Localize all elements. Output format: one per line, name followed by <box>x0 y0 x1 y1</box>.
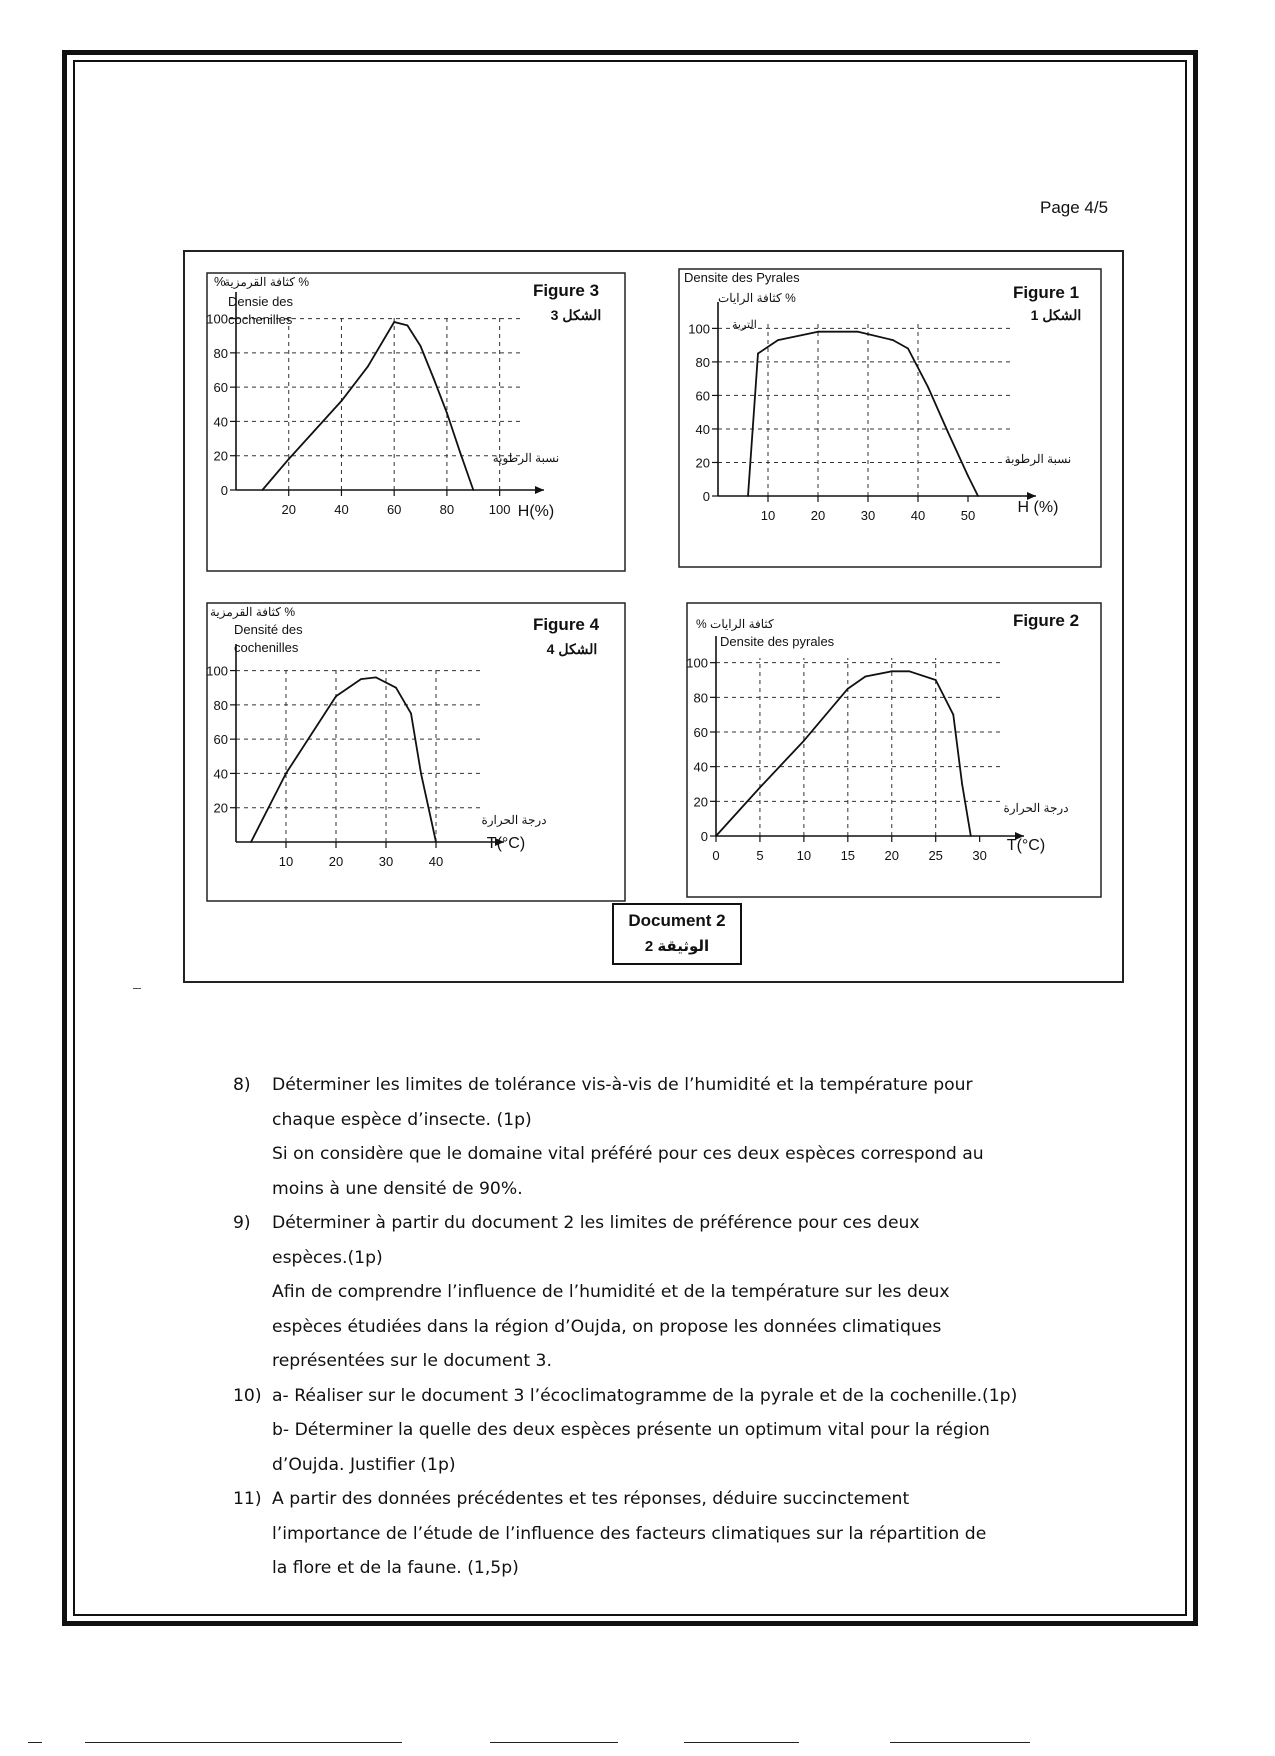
chart-title-ar: % كثافة الرايات <box>696 617 774 631</box>
y-tick-label: 80 <box>695 354 710 370</box>
data-point <box>446 412 448 414</box>
x-tick-label: 5 <box>756 848 764 863</box>
figure-label-ar: الشكل 1 <box>1030 307 1082 323</box>
x-axis-label-ar: درجة الحرارة <box>481 813 547 827</box>
y-tick-label: 0 <box>702 489 710 504</box>
question-line: A partir des données précédentes et tes réponses, déduire succinctement <box>272 1489 910 1509</box>
figure-label: Figure 2 <box>1012 611 1080 630</box>
data-point <box>908 670 910 672</box>
y-label-ar: الترية <box>732 319 757 331</box>
data-point <box>864 676 866 678</box>
margin-dash <box>133 988 141 989</box>
data-point <box>847 688 849 690</box>
data-point <box>817 331 819 333</box>
chart-title-line2: cochenilles <box>234 640 299 655</box>
chart-group <box>206 273 625 571</box>
figure-1-chart <box>678 268 1102 568</box>
x-tick-label: 15 <box>840 848 856 863</box>
data-point <box>459 451 461 453</box>
chart-title-ar: كثافة القرمزية % <box>224 275 310 289</box>
data-point <box>967 475 969 477</box>
data-point <box>857 331 859 333</box>
question-line: Déterminer les limites de tolérance vis-à-vis de l’humidité et la température pour <box>272 1075 973 1095</box>
y-tick-label: 20 <box>695 455 710 471</box>
data-point <box>360 678 362 680</box>
figure-3-chart <box>206 272 626 572</box>
data-point <box>367 366 369 368</box>
x-tick-label: 20 <box>328 854 344 869</box>
x-axis-label-ar: درجة الحرارة <box>1003 801 1069 815</box>
data-point <box>777 339 779 341</box>
data-point <box>335 695 337 697</box>
data-point <box>375 677 377 679</box>
question-number: 9) <box>233 1213 251 1233</box>
data-point <box>380 343 382 345</box>
x-tick-label: 60 <box>386 502 402 517</box>
data-point <box>947 431 949 433</box>
page-number: Page 4/5 <box>1040 198 1109 217</box>
x-tick-label: 30 <box>378 854 394 869</box>
document-2-label <box>612 903 742 965</box>
question-number: 8) <box>233 1075 251 1095</box>
data-point <box>892 339 894 341</box>
data-point <box>420 773 422 775</box>
question-line: Si on considère que le domaine vital préféré pour ces deux espèces correspond au <box>272 1144 984 1164</box>
data-point <box>285 773 287 775</box>
y-tick-label: 40 <box>693 759 708 775</box>
x-axis-arrow <box>535 486 544 494</box>
chart-title-line1: Densité des <box>234 622 303 637</box>
data-point <box>314 429 316 431</box>
x-tick-label: 20 <box>810 508 826 523</box>
data-point <box>891 670 893 672</box>
figure-label: Figure 3 <box>532 281 600 300</box>
x-tick-label: 80 <box>439 502 455 517</box>
chart-group <box>679 269 1101 567</box>
question-line: espèces.(1p) <box>272 1247 383 1268</box>
question-line: d’Oujda. Justifier (1p) <box>272 1454 456 1475</box>
figure-1-svg <box>678 268 1102 568</box>
x-tick-label: 40 <box>428 854 444 869</box>
question-line: b- Déterminer la quelle des deux espèces présente un optimum vital pour la région <box>272 1420 990 1440</box>
questions-list <box>233 1068 1133 1586</box>
data-point <box>288 458 290 460</box>
chart-title-ar: كثافة الرايات % <box>718 291 796 305</box>
data-point <box>410 713 412 715</box>
x-axis-label: H(%) <box>517 503 555 520</box>
y-tick-label: 60 <box>213 732 228 748</box>
question-line: espèces étudiées dans la région d’Oujda, on propose les données climatiques <box>272 1316 942 1337</box>
y-tick-label: 40 <box>213 414 228 430</box>
document-2-label-fr: Document 2 <box>628 911 726 930</box>
chart-title: Densite des Pyrales <box>684 270 800 285</box>
data-point <box>952 714 954 716</box>
y-tick-label: 0 <box>700 829 708 844</box>
chart-title: Densite des pyrales <box>720 634 835 649</box>
chart-title-line2: cochenilles <box>228 312 293 327</box>
data-line <box>748 332 978 496</box>
y-tick-label: 80 <box>693 690 708 706</box>
data-point <box>261 489 263 491</box>
chart-group <box>686 603 1101 897</box>
footer-line-4 <box>684 1742 799 1743</box>
y-tick-label: 60 <box>693 725 708 740</box>
figure-2-svg <box>686 602 1102 898</box>
data-point <box>970 835 972 837</box>
y-tick-label: 0 <box>220 483 228 498</box>
data-point <box>472 489 474 491</box>
data-point <box>907 348 909 350</box>
data-point <box>341 400 343 402</box>
x-tick-label: 20 <box>281 502 296 517</box>
y-tick-label: 100 <box>688 321 710 337</box>
data-point <box>250 841 252 843</box>
y-tick-label: 40 <box>213 766 228 782</box>
y-tick-label: 100 <box>206 663 228 679</box>
question-number: 11) <box>233 1489 262 1509</box>
data-line <box>251 677 436 842</box>
data-point <box>435 841 437 843</box>
x-axis-label: H (%) <box>1017 499 1059 516</box>
x-tick-label: 40 <box>334 502 349 517</box>
x-axis-label-ar: نسبة الرطوبة <box>492 451 560 465</box>
data-point <box>961 783 963 785</box>
figure-label: Figure 1 <box>1012 283 1080 302</box>
question-number: 10) <box>233 1385 262 1406</box>
y-tick-label: 100 <box>206 311 228 327</box>
data-point <box>395 687 397 689</box>
data-point <box>977 495 979 497</box>
footer-line-2 <box>85 1742 402 1743</box>
question-line: représentées sur le document 3. <box>272 1351 552 1371</box>
data-point <box>803 740 805 742</box>
y-tick-label: 20 <box>213 800 228 816</box>
figure-4-svg <box>206 602 626 902</box>
y-tick-label: 100 <box>686 655 708 671</box>
y-unit-label: % <box>214 274 226 289</box>
figure-label-ar: الشكل 4 <box>546 641 598 657</box>
data-point <box>927 386 929 388</box>
data-point <box>406 325 408 327</box>
figure-label-ar: الشكل 3 <box>550 307 602 323</box>
question-line: Déterminer à partir du document 2 les limites de préférence pour ces deux <box>272 1213 920 1233</box>
question-line: la flore et de la faune. (1,5p) <box>272 1558 519 1578</box>
question-line: chaque espèce d’insecte. (1p) <box>272 1109 532 1130</box>
figure-label: Figure 4 <box>532 615 600 634</box>
footer-line-3 <box>490 1742 618 1743</box>
question-2 <box>233 1379 1133 1483</box>
question-line: Afin de comprendre l’influence de l’humidité et de la température sur les deux <box>272 1282 950 1302</box>
x-tick-label: 30 <box>860 508 876 523</box>
data-point <box>759 787 761 789</box>
x-tick-label: 50 <box>960 508 976 523</box>
data-point <box>393 321 395 323</box>
data-point <box>715 835 717 837</box>
x-axis-label: T(°C) <box>486 835 526 852</box>
x-tick-label: 10 <box>796 848 812 863</box>
chart-title-line1: Densie des <box>228 294 294 309</box>
figure-3-svg <box>206 272 626 572</box>
figure-2-chart <box>686 602 1102 898</box>
chart-title-ar: كثافة القرمزية % <box>210 605 296 619</box>
x-tick-label: 10 <box>278 854 294 869</box>
x-axis-label-ar: نسبة الرطوبة <box>1004 452 1072 466</box>
data-point <box>433 378 435 380</box>
y-tick-label: 40 <box>695 421 710 437</box>
y-tick-label: 60 <box>213 380 228 396</box>
document-2-label-ar: الوثيقة 2 <box>644 938 710 955</box>
x-tick-label: 100 <box>488 502 511 517</box>
figure-4-chart <box>206 602 626 902</box>
x-tick-label: 25 <box>928 848 943 863</box>
x-tick-label: 0 <box>712 848 720 863</box>
data-point <box>757 353 759 355</box>
data-line <box>716 671 971 836</box>
x-tick-label: 40 <box>910 508 926 523</box>
data-point <box>747 495 749 497</box>
question-3 <box>233 1482 1133 1586</box>
x-tick-label: 20 <box>884 848 899 863</box>
x-axis-label: T(°C) <box>1006 837 1046 854</box>
data-point <box>935 679 937 681</box>
x-tick-label: 10 <box>760 508 776 523</box>
question-line: l’importance de l’étude de l’influence des facteurs climatiques sur la répartition de <box>272 1523 987 1544</box>
y-tick-label: 20 <box>693 794 708 810</box>
y-tick-label: 80 <box>213 697 228 713</box>
data-line <box>262 322 473 490</box>
data-point <box>420 345 422 347</box>
question-line: moins à une densité de 90%. <box>272 1178 523 1199</box>
y-tick-label: 60 <box>695 388 710 404</box>
chart-group <box>206 603 625 901</box>
x-tick-label: 30 <box>972 848 987 863</box>
question-0 <box>233 1068 1133 1206</box>
question-line: a- Réaliser sur le document 3 l’écoclimatogramme de la pyrale et de la cochenille.(1p) <box>272 1385 1018 1406</box>
footer-line-1 <box>28 1742 42 1743</box>
question-1 <box>233 1206 1133 1379</box>
y-tick-label: 80 <box>213 345 228 361</box>
footer-line-5 <box>890 1742 1030 1743</box>
y-tick-label: 20 <box>213 448 228 464</box>
